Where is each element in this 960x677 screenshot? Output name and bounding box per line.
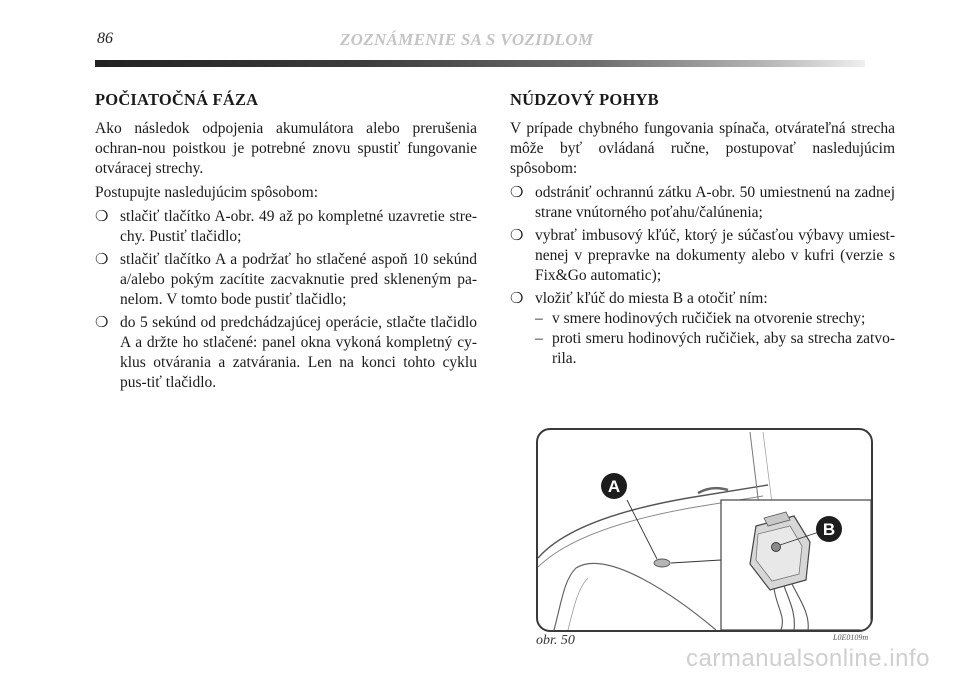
circle-bullet-icon: ❍ <box>510 228 524 244</box>
sub-list-item-text: v smere hodinových ručičiek na otvorenie strechy; <box>552 310 866 327</box>
page-number: 86 <box>97 30 113 47</box>
section-heading-initial-phase: POČIATOČNÁ FÁZA <box>95 90 259 109</box>
leader-line-inset <box>671 560 721 563</box>
roof-trim-curve-inner <box>568 578 588 630</box>
list-item-text: do 5 sekúnd od predchádzajúcej operácie, stlačte tlačidlo A a držte ho stlačené: panel okna vykoná kompletný cy-klus otvárania a zatvárania. Len na konci tohto cyklu pus-tiť tlačidlo. <box>120 314 477 391</box>
steps-list <box>510 183 895 369</box>
watermark: carmanualsonline.info <box>686 645 930 672</box>
callout-b-label: B <box>822 520 836 539</box>
circle-bullet-icon: ❍ <box>510 291 524 307</box>
intro-paragraph: V prípade chybného fungovania spínača, otvárateľná strecha môže byť ovládaná ručne, postupovať nasledujúcim spôsobom: <box>510 120 895 177</box>
list-item-text: stlačiť tlačítko A-obr. 49 až po kompletné uzavretie stre-chy. Pustiť tlačidlo; <box>120 208 477 245</box>
roof-motor-illustration <box>538 430 871 630</box>
circle-bullet-icon: ❍ <box>510 185 524 201</box>
circle-bullet-icon: ❍ <box>95 209 109 225</box>
figure-caption: obr. 50 <box>536 633 575 648</box>
steps-list <box>95 207 477 393</box>
intro-paragraph: Ako následok odpojenia akumulátora alebo prerušenia ochran-nou poistkou je potrebné znovu spustiť fungovanie otváracej strechy. <box>95 120 477 177</box>
right-column <box>510 90 895 372</box>
leader-line-a <box>627 500 657 559</box>
protective-plug <box>654 559 670 567</box>
list-item <box>95 313 477 393</box>
list-item <box>95 250 477 310</box>
sub-list-item <box>535 329 895 369</box>
steps-intro: Postupujte nasledujúcim spôsobom: <box>95 184 319 201</box>
header-rule <box>95 60 865 67</box>
list-item <box>510 226 895 286</box>
list-item <box>510 183 895 223</box>
list-item-text: vložiť kľúč do miesta B a otočiť ním: <box>535 290 768 307</box>
figure-illustration <box>536 428 873 632</box>
sub-list-item-text: proti smeru hodinových ručičiek, aby sa strecha zatvo-rila. <box>552 330 895 367</box>
dash-bullet: – <box>535 330 543 347</box>
list-item <box>510 289 895 369</box>
list-item <box>95 207 477 247</box>
dash-bullet: – <box>535 310 543 327</box>
circle-bullet-icon: ❍ <box>95 252 109 268</box>
sub-list-item <box>535 309 895 329</box>
left-column <box>95 90 477 396</box>
sub-list <box>535 309 895 369</box>
circle-bullet-icon: ❍ <box>95 315 109 331</box>
figure-code: L0E0109m <box>833 633 869 642</box>
key-socket <box>772 543 781 552</box>
list-item-text: vybrať imbusový kľúč, ktorý je súčasťou výbavy umiest-nenej v prepravke na dokumenty alebo v kufri (verzie s Fix&Go automatic); <box>535 227 895 284</box>
list-item-text: odstrániť ochrannú zátku A-obr. 50 umiestnenú na zadnej strane vnútorného poťahu/čalúnenia; <box>535 184 895 221</box>
roof-trim-curve <box>554 563 716 630</box>
list-item-text: stlačiť tlačítko A a podržať ho stlačené aspoň 10 sekúnd a/alebo pokým zacítite zacvaknutie pred skleneným pa-nelom. V tomto bode pustiť tlačidlo; <box>120 251 477 308</box>
chapter-title: ZOZNÁMENIE SA S VOZIDLOM <box>340 30 594 49</box>
callout-a-label: A <box>607 477 621 496</box>
section-heading-emergency-movement: NÚDZOVÝ POHYB <box>510 90 659 109</box>
